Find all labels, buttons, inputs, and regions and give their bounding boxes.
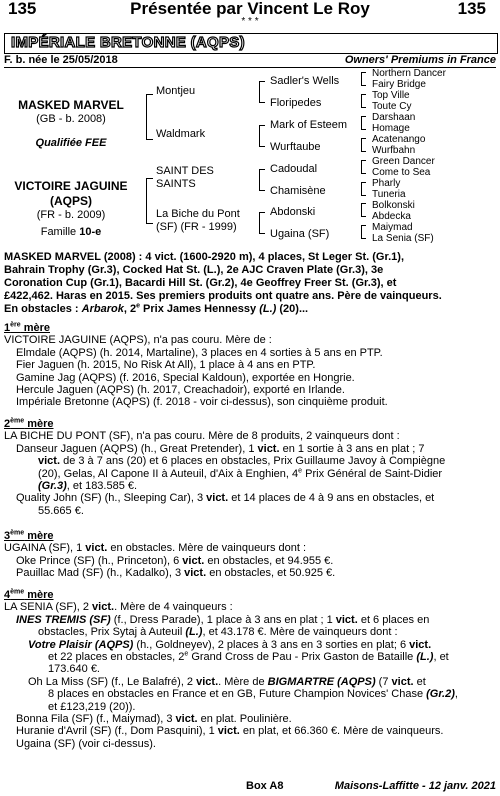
pedigree-g4: Top Ville	[372, 90, 410, 101]
family-number: 10-e	[79, 226, 102, 238]
pedigree-g4: Pharly	[372, 178, 401, 189]
pedigree-sire: MASKED MARVEL	[18, 98, 124, 112]
pedigree-g3: Cadoudal	[270, 163, 318, 175]
second-dam-section	[4, 418, 498, 517]
produce-line	[4, 688, 498, 700]
race-grade: (L.)	[416, 651, 434, 664]
produce-line	[4, 651, 498, 663]
text: , et 43.178 €. Mère de vainqueurs dont :	[202, 626, 398, 639]
race-grade: (Gr.2)	[426, 688, 455, 701]
superscript: e	[184, 650, 189, 658]
pedigree-table	[0, 68, 500, 246]
produce-line	[4, 455, 498, 467]
bracket	[361, 94, 366, 108]
stars: * * *	[241, 16, 259, 27]
text: (20), Gelas, Al Capone II à Auteuil, d'Aix à Enghien, 4	[38, 467, 299, 480]
vict: vict.	[184, 567, 207, 580]
text: Oh La Miss (SF) (f., Le Balafré), 2	[28, 675, 197, 688]
third-dam-section	[4, 530, 498, 580]
text: en obstacles. Mère de vainqueurs dont :	[107, 542, 307, 555]
footer-box: Box A8	[246, 780, 284, 792]
text: UGAINA (SF), 1	[4, 542, 86, 555]
first-dam-section	[4, 322, 498, 409]
pedigree-g3: Wurftaube	[270, 141, 321, 153]
text: en plat, et 66.360 €. Mère de vainqueurs.	[239, 725, 444, 738]
pedigree-sire-note: Qualifiée FEE	[35, 137, 107, 149]
text: LA SENIA (SF), 2	[4, 601, 93, 614]
produce-line: et £123,219 (20)).	[48, 700, 136, 713]
text: (h., Goldneyev), 2 places à 3 ans en 3 sorties en plat; 6	[133, 638, 410, 651]
pedigree-g4: Abdecka	[372, 211, 411, 222]
family-label: Famille	[40, 226, 80, 238]
produce-line	[4, 480, 498, 492]
fourth-dam-section	[4, 589, 498, 750]
produce-line	[4, 468, 498, 480]
bracket	[361, 203, 366, 217]
sire-line: MASKED MARVEL (2008) : 4 vict. (1600-2920 m), 4 places, St Leger St. (Gr.1),	[4, 251, 405, 263]
text: Bonna Fila (SF) (f., Maiymad), 3	[16, 713, 176, 726]
race-grade: (L.)	[259, 303, 277, 315]
section-title	[4, 530, 498, 542]
section-title	[4, 589, 498, 601]
text: mère	[20, 322, 50, 334]
text: en 1 sortie à 3 ans en plat ; 7	[279, 442, 425, 455]
section-title	[4, 418, 498, 430]
pedigree-g4: Acatenango	[372, 134, 426, 145]
bracket	[361, 225, 366, 239]
text: mère	[24, 418, 54, 430]
produce-line	[4, 639, 498, 651]
text: Grand Cross de Pau - Prix Gaston de Bataille	[188, 651, 417, 664]
vict: vict.	[217, 725, 240, 738]
produce-line	[4, 492, 498, 504]
text: et 14 places de 4 à 9 ans en obstacles, et	[228, 492, 435, 505]
text: 1	[4, 322, 11, 334]
produce-line: 55.665 €.	[38, 504, 84, 517]
bracket	[259, 212, 265, 234]
sire-paragraph	[4, 251, 498, 316]
pedigree-g3: Floripedes	[270, 97, 322, 109]
text: (20)...	[276, 303, 309, 315]
produce-line	[4, 676, 498, 688]
bracket	[259, 169, 265, 191]
dam-line	[4, 542, 498, 554]
text: et 22 places en obstacles, 2	[48, 651, 185, 664]
produce-line	[4, 443, 498, 455]
bracket	[146, 94, 153, 140]
text: (7	[375, 675, 392, 688]
horse-sex-birth: F. b. née le 25/05/2018	[4, 54, 118, 66]
text: en obstacles, et 50.925 €.	[206, 567, 336, 580]
vict: vict.	[391, 675, 414, 688]
race-grade: (L.)	[185, 626, 203, 639]
pedigree-g4: La Senia (SF)	[372, 233, 434, 244]
pedigree-dam-line2: (AQPS)	[50, 194, 92, 208]
vict: vict.	[409, 638, 432, 651]
text: 8 places en obstacles en France et en GB, Future Champion Novices' Chase	[48, 688, 427, 701]
text: en plat. Poulinière.	[197, 713, 292, 726]
pedigree-g2: Waldmark	[156, 128, 206, 140]
text: mère	[24, 530, 54, 542]
text: et 6 places en	[357, 613, 430, 626]
produce-line	[4, 614, 498, 626]
text: et	[413, 675, 426, 688]
pedigree-g4: Darshaan	[372, 112, 416, 123]
text: , et	[433, 651, 449, 664]
dam-line: LA BICHE DU PONT (SF), n'a pas couru. Mère de 8 produits, 2 vainqueurs dont :	[4, 430, 400, 443]
produce-line	[4, 713, 498, 725]
footer-place-date: Maisons-Laffitte - 12 janv. 2021	[334, 780, 496, 792]
bracket	[361, 116, 366, 130]
pedigree-dam-line1: VICTOIRE JAGUINE	[14, 179, 128, 193]
pedigree-g4: Wurfbahn	[372, 145, 416, 156]
text: Huranie d'Avril (SF) (f., Dom Pasquini), 1	[16, 725, 218, 738]
bracket	[361, 160, 366, 174]
produce-line: Ugaina (SF) (voir ci-dessus).	[16, 737, 156, 750]
pedigree-g4: Northern Dancer	[372, 68, 446, 79]
pedigree-g4: Homage	[372, 123, 410, 134]
text: mère	[24, 589, 54, 601]
pedigree-g3: Ugaina (SF)	[270, 228, 330, 240]
section-title	[4, 322, 498, 334]
text: . Mère de 4 vainqueurs :	[114, 601, 233, 614]
text: de 3 à 7 ans (20) et 6 places en obstacles, Prix Guillaume Javoy à Compiègne	[60, 455, 446, 468]
produce-line: Hercule Jaguen (AQPS) (h. 2017, Creachadoir), exporté en Irlande.	[16, 384, 345, 397]
vict: vict.	[38, 455, 61, 468]
horse-name-stakes: INES TREMIS (SF)	[16, 613, 111, 626]
pedigree-g4: Fairy Bridge	[372, 79, 426, 90]
text: Prix James Hennessy	[139, 303, 260, 315]
pedigree-g2: SAINTS	[156, 178, 196, 190]
text: Oke Prince (SF) (h., Princeton), 6	[16, 554, 183, 567]
text: obstacles, Prix Sytaj à Auteuil	[38, 626, 186, 639]
text: en obstacles, et 94.955 €.	[204, 554, 334, 567]
vict: vict.	[92, 601, 115, 614]
superscript: ème	[10, 529, 25, 537]
superscript: e	[136, 302, 140, 310]
produce-line: Impériale Bretonne (AQPS) (f. 2018 - voir ci-dessus), son cinquième produit.	[16, 396, 388, 409]
bracket	[361, 138, 366, 152]
lot-number-right: 135	[457, 0, 486, 18]
text: , 2	[123, 303, 137, 315]
text: (f., Dress Parade), 1 place à 3 ans en plat ; 1	[110, 613, 336, 626]
horse-name-stakes: Votre Plaisir (AQPS)	[28, 638, 134, 651]
vict: vict.	[182, 554, 205, 567]
superscript: ème	[10, 588, 25, 596]
owners-premiums: Owners' Premiums in France	[344, 54, 496, 66]
produce-line	[4, 626, 498, 638]
text: Danseur Jaguen (AQPS) (h., Great Pretender), 1	[16, 442, 258, 455]
text: 4	[4, 589, 11, 601]
superscript: ère	[10, 321, 21, 329]
page-header	[0, 0, 500, 30]
superscript: ème	[10, 417, 25, 425]
pedigree-sire-info: (GB - b. 2008)	[36, 113, 106, 125]
text: Quality John (SF) (h., Sleeping Car), 3	[16, 492, 207, 505]
pedigree-g4: Maiymad	[372, 222, 413, 233]
superscript: e	[298, 466, 303, 474]
pedigree-g4: Come to Sea	[372, 167, 431, 178]
page-title: Présentée par Vincent Le Roy	[130, 0, 370, 18]
pedigree-g2: (SF) (FR - 1999)	[156, 221, 237, 233]
bracket	[259, 81, 265, 103]
pedigree-family	[6, 226, 136, 238]
pedigree-g4: Green Dancer	[372, 156, 435, 167]
produce-line: Elmdale (AQPS) (h. 2014, Martaline), 3 places en 4 sorties à 5 ans en PTP.	[16, 346, 383, 359]
pedigree-g4: Toute Cy	[372, 101, 412, 112]
pedigree-g2: Montjeu	[156, 85, 196, 97]
vict: vict.	[85, 542, 108, 555]
text: Prix Général de Saint-Didier	[302, 467, 443, 480]
pedigree-g2: SAINT DES	[156, 165, 214, 177]
race-grade: (Gr.3)	[38, 480, 67, 493]
horse-ref: Arbarok	[81, 303, 124, 315]
text: 3	[4, 530, 11, 542]
pedigree-g3: Mark of Esteem	[270, 119, 348, 131]
text: Pauillac Mad (SF) (h., Kadalko), 3	[16, 567, 185, 580]
pedigree-g2: La Biche du Pont	[156, 208, 240, 220]
horse-name-stakes: BIGMARTRE (AQPS)	[267, 675, 376, 688]
bracket	[259, 125, 265, 147]
horse-name-box	[4, 33, 498, 54]
produce-line: 173.640 €.	[48, 663, 100, 676]
text: ,	[454, 688, 458, 701]
pedigree-g3: Sadler's Wells	[270, 75, 340, 87]
bracket	[361, 72, 366, 86]
text: , et 183.585 €.	[66, 480, 138, 493]
pedigree-g3: Abdonski	[270, 206, 316, 218]
vict: vict.	[196, 675, 219, 688]
pedigree-g4: Bolkonski	[372, 200, 415, 211]
text: . Mère de	[218, 675, 268, 688]
pedigree-g3: Chamisène	[270, 185, 326, 197]
produce-line: Fier Jaguen (h. 2015, No Risk At All), 1 place à 4 ans en PTP.	[16, 359, 316, 372]
produce-line	[4, 725, 498, 737]
bracket	[146, 178, 153, 224]
horse-name: IMPÉRIALE BRETONNE (AQPS)	[11, 34, 245, 51]
pedigree-g4: Tuneria	[372, 189, 406, 200]
sire-line-obstacles	[4, 303, 498, 316]
produce-line	[4, 555, 498, 567]
text: En obstacles :	[4, 303, 82, 315]
vict: vict.	[175, 713, 198, 726]
produce-line	[4, 567, 498, 579]
bracket	[361, 182, 366, 196]
text: 2	[4, 418, 11, 430]
vict: vict.	[335, 613, 358, 626]
dam-line	[4, 601, 498, 613]
pedigree-dam-info: (FR - b. 2009)	[36, 209, 106, 221]
vict: vict.	[257, 442, 280, 455]
lot-number-left: 135	[8, 0, 37, 18]
produce-line: Gamine Jag (AQPS) (f. 2016, Special Kaldoun), exportée en Hongrie.	[16, 371, 355, 384]
sire-line: Bahrain Trophy (Gr.3), Cocked Hat St. (L.), 2e AJC Craven Plate (Gr.3), 3e	[4, 264, 384, 276]
sire-line: Coronation Cup (Gr.1), Bacardi Hill St. (Gr.2), 4e Geoffrey Freer St. (Gr.3), et	[4, 277, 397, 289]
dam-line: VICTOIRE JAGUINE (AQPS), n'a pas couru. Mère de :	[4, 334, 272, 347]
sire-line: £422,462. Haras en 2015. Ses premiers produits ont quatre ans. Père de vainqueurs.	[4, 290, 442, 302]
vict: vict.	[206, 492, 229, 505]
